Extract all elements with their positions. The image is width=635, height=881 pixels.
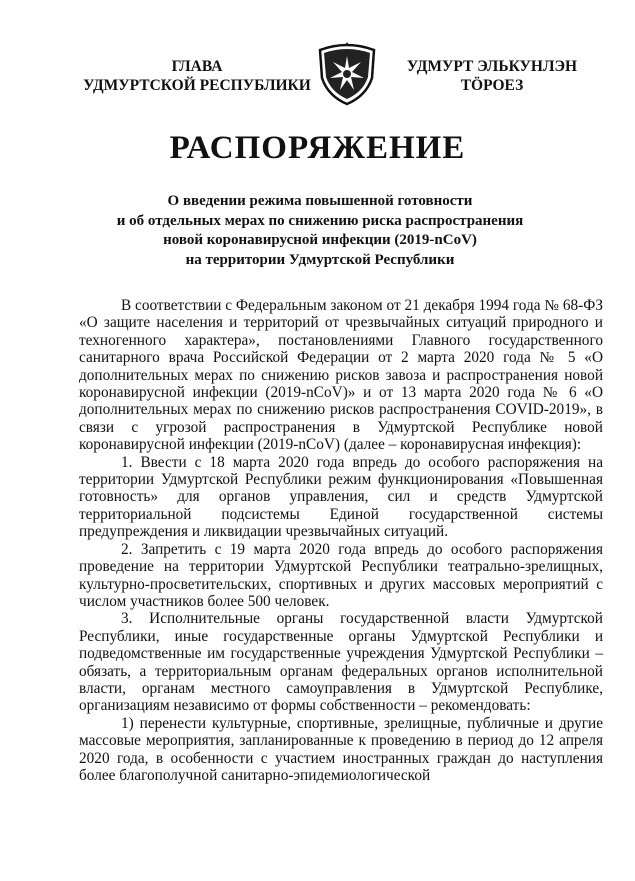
- document-title-line: О введении режима повышенной готовности: [167, 193, 473, 209]
- body-paragraph-item-2: 2. Запретить с 19 марта 2020 года впредь до особого распоряжения проведение на территории Удмуртской Республики театрально-зрелищных, культурно-просветительских, спортивных и других массовых мероприятий с числом участников более 500 человек.: [79, 540, 603, 610]
- document-title: [100, 192, 540, 270]
- document-title-line: на территории Удмуртской Республики: [185, 251, 455, 268]
- header-left: [82, 57, 312, 95]
- document-title-line: новой коронавирусной инфекции (2019-nCoV): [163, 232, 477, 248]
- body-paragraph-item-3: 3. Исполнительные органы государственной власти Удмуртской Республики, иные государственные органы Удмуртской Республики и подведомственные им государственные учреждения Удмуртской Республики – обязать, а территориальным органам федеральных органов исполнительной власти, органам местного самоуправления в Удмуртской Республике, организациям независимо от формы собственности – рекомендовать:: [79, 610, 603, 715]
- header-left-line: УДМУРТСКОЙ РЕСПУБЛИКИ: [83, 77, 311, 94]
- header-right-line: УДМУРТ ЭЛЬКУНЛЭН: [406, 58, 578, 75]
- document-body: [79, 297, 603, 784]
- body-paragraph-item-1: 1. Ввести с 18 марта 2020 года впредь до особого распоряжения на территории Удмуртской Республики режим функционирования «Повышенная готовность» для органов управления, сил и средств Удмуртской территориальной подсистемы Единой государственной системы предупреждения и ликвидации чрезвычайных ситуаций.: [79, 453, 603, 541]
- body-paragraph-preamble: В соответствии с Федеральным законом от 21 декабря 1994 года № 68-ФЗ «О защите населения и территорий от чрезвычайных ситуаций природного и техногенного характера», постановлениями Главного государственного санитарного врача Российской Федерации от 2 марта 2020 года № 5 «О дополнительных мерах по снижению рисков завоза и распространения новой коронавирусной инфекции (2019-nCoV)» и от 13 марта 2020 года № 6 «О дополнительных мерах по снижению рисков распространения COVID-2019», в связи с угрозой распространения в Удмуртской Республике новой коронавирусной инфекции (2019-nCoV) (далее – коронавирусная инфекция):: [79, 297, 603, 454]
- header-right-line: ТӦРОЕЗ: [460, 77, 524, 94]
- header-right: [392, 57, 592, 95]
- document-title-line: и об отдельных мерах по снижению риска распространения: [116, 212, 524, 229]
- header-left-line: ГЛАВА: [171, 58, 223, 75]
- body-paragraph-subitem-1: 1) перенести культурные, спортивные, зрелищные, публичные и другие массовые мероприятия, запланированные к проведению в период до 12 апреля 2020 года, в особенности с участием иностранных граждан до наступления более благополучной санитарно-эпидемиологической: [79, 714, 603, 784]
- coat-of-arms-icon: [314, 38, 380, 106]
- document-type-heading: РАСПОРЯЖЕНИЕ: [169, 130, 466, 166]
